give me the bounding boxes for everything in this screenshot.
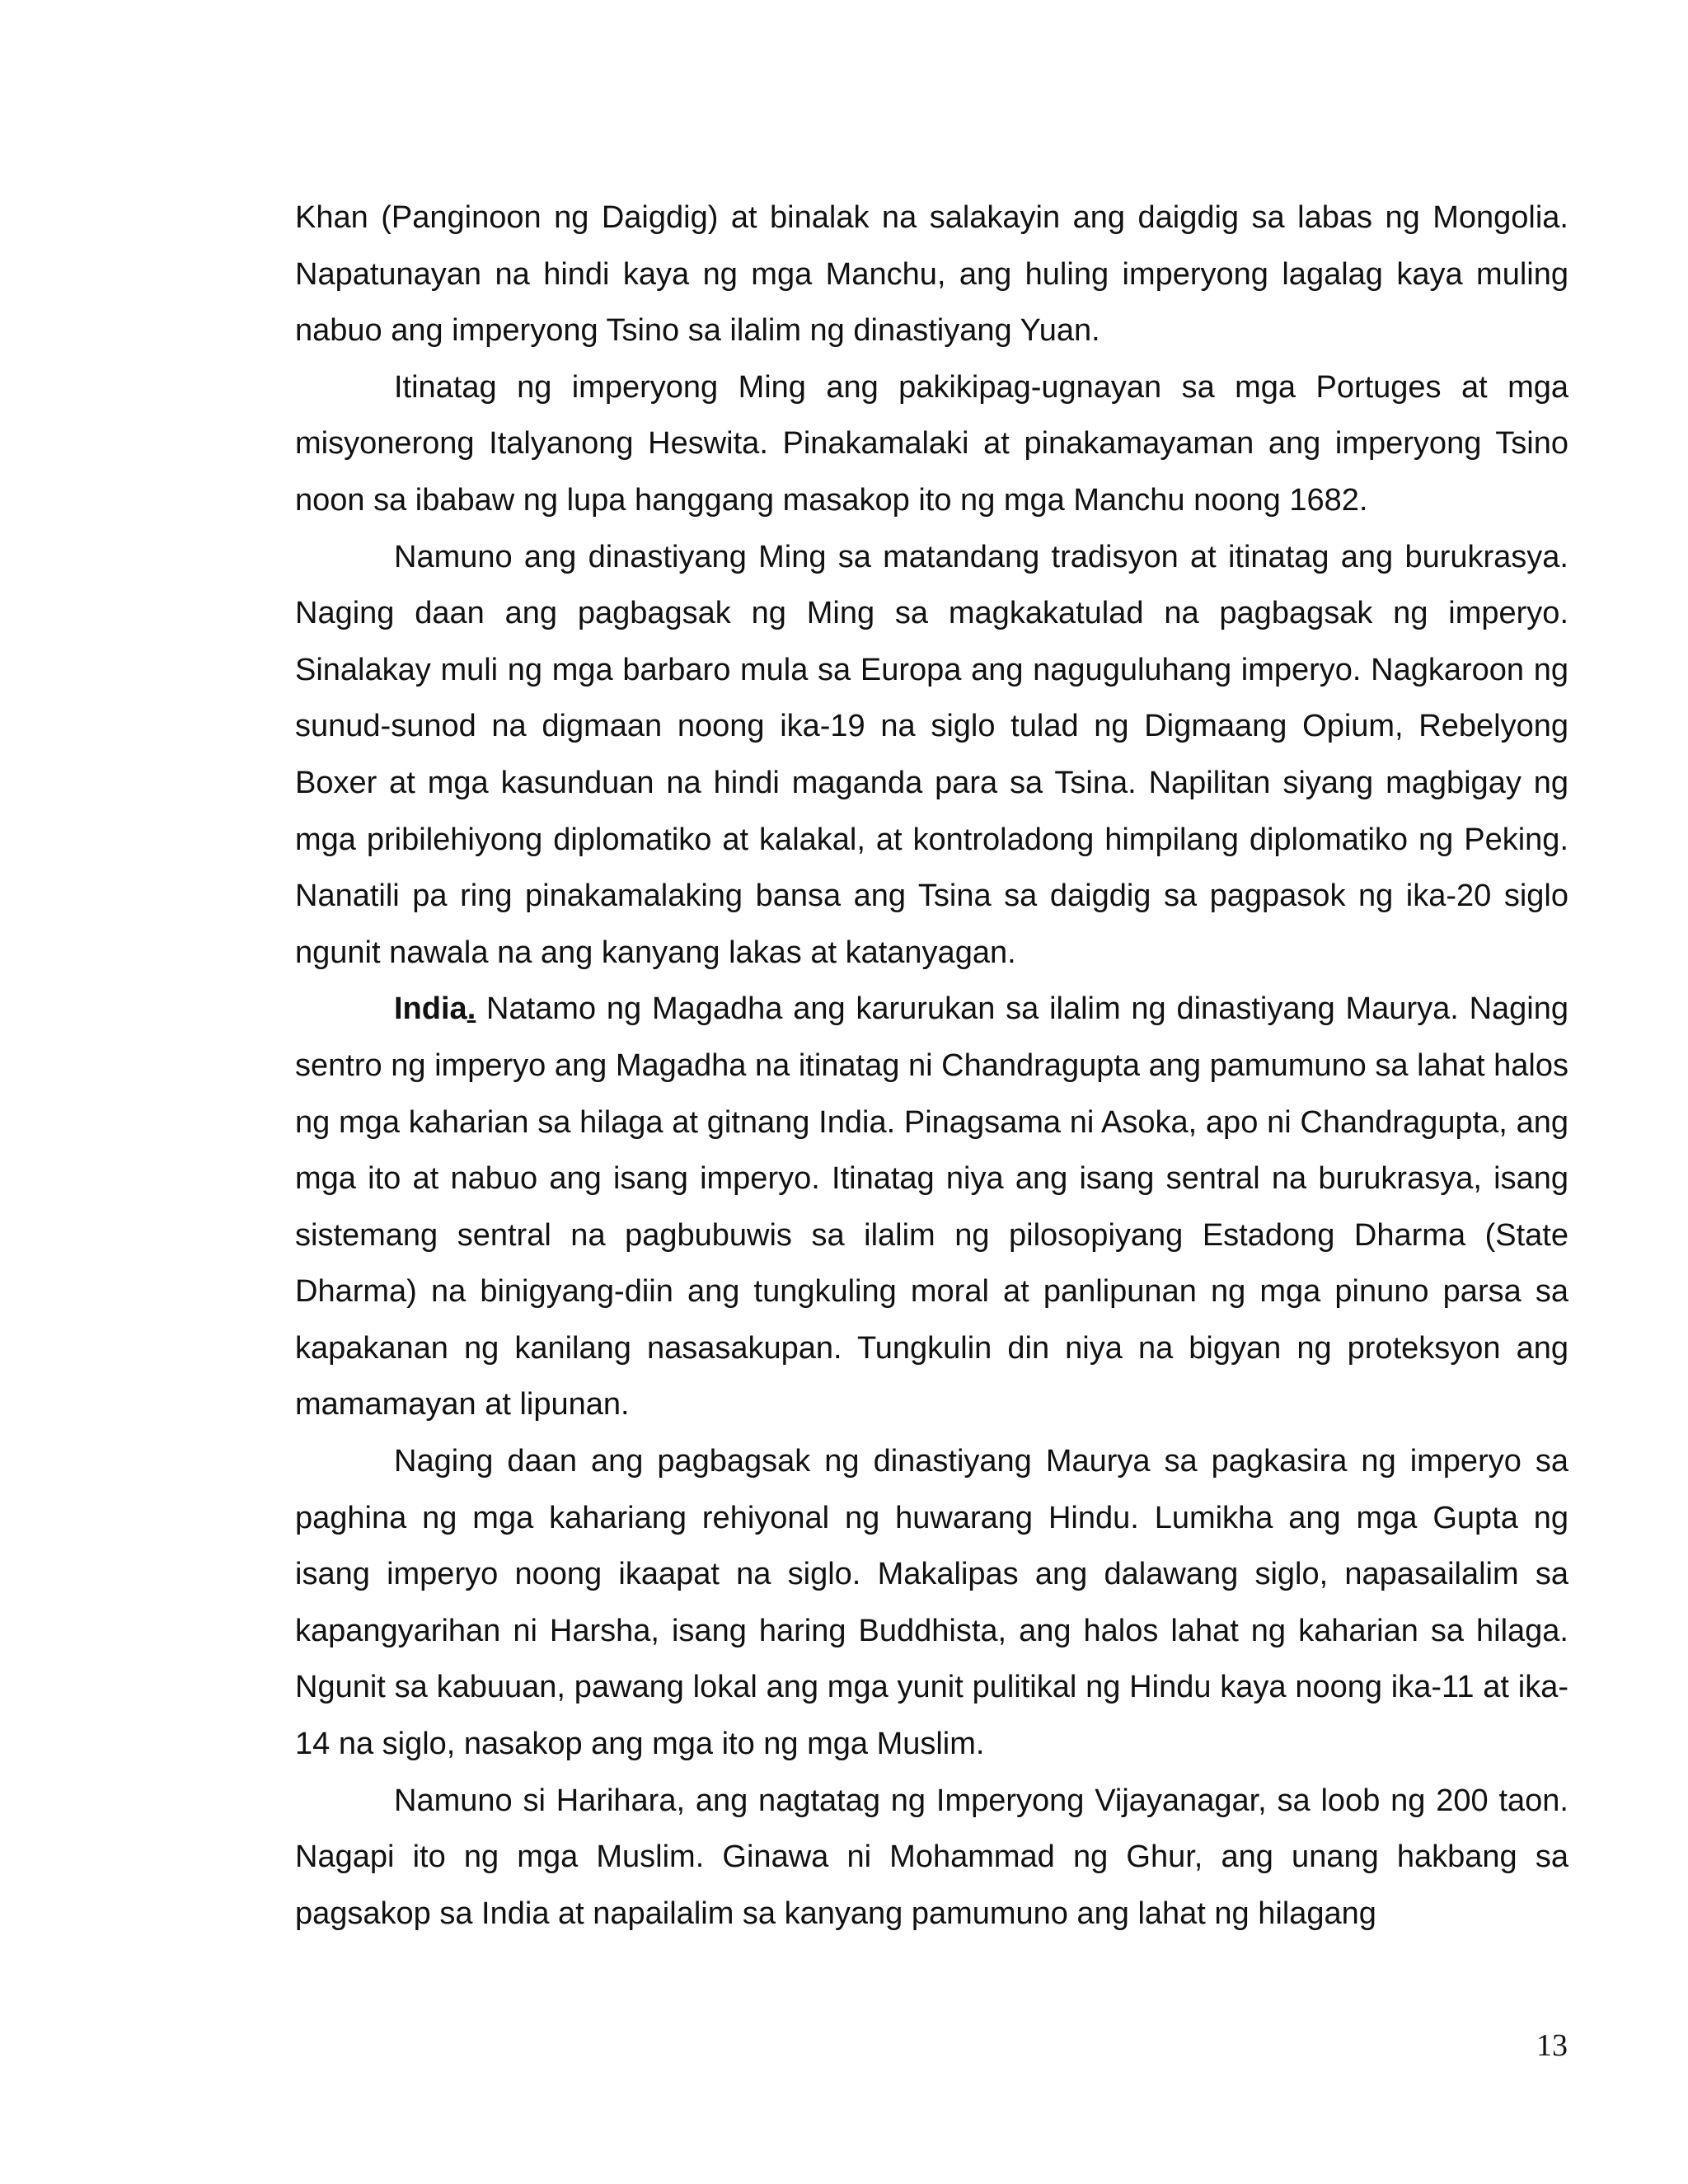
- paragraph-text: Namuno ang dinastiyang Ming sa matandang tradisyon at itinatag ang burukrasya. Naging daan ang pagbagsak ng Ming sa magkakatulad na pagbagsak ng imperyo. Sinalakay muli ng mga barbaro mula sa Europa ang naguguluhang imperyo. Nagkaroon ng sunud-sunod na digmaan noong ika-19 na siglo tulad ng Digmaang Opium, Rebelyong Boxer at mga kasunduan na hindi maganda para sa Tsina. Napilitan siyang magbigay ng mga pribilehiyong diplomatiko at kalakal, at kontroladong himpilang diplomatiko ng Peking. Nanatili pa ring pinakamalaking bansa ang Tsina sa daigdig sa pagpasok ng ika-20 siglo ngunit nawala na ang kanyang lakas at katanyagan.: [295, 539, 1568, 970]
- paragraph-ming-decline: [295, 529, 1568, 982]
- paragraph-text: Itinatag ng imperyong Ming ang pakikipag-ugnayan sa mga Portuges at mga misyonerong Italyanong Heswita. Pinakamalaki at pinakamayaman ang imperyong Tsino noon sa ibabaw ng lupa hanggang masakop ito ng mga Manchu noong 1682.: [295, 369, 1568, 518]
- paragraph-text: Khan (Panginoon ng Daigdig) at binalak na salakayin ang daigdig sa labas ng Mongolia. Napatunayan na hindi kaya ng mga Manchu, ang huling imperyong lagalag kaya muling nabuo ang imperyong Tsino sa ilalim ng dinastiyang Yuan.: [295, 200, 1568, 349]
- paragraph-maurya-decline: [295, 1433, 1568, 1773]
- paragraph-india-maurya: [295, 981, 1568, 1433]
- section-heading-text: India: [394, 991, 467, 1027]
- paragraph-text: Namuno si Harihara, ang nagtatag ng Imperyong Vijayanagar, sa loob ng 200 taon. Nagapi ito ng mga Muslim. Ginawa ni Mohammad ng Ghur, ang unang hakbang sa pagsakop sa India at napailalim sa kanyang pamumuno ang lahat ng hilagang: [295, 1783, 1568, 1931]
- paragraph-ming-contacts: [295, 359, 1568, 529]
- paragraph-vijayanagar: [295, 1773, 1568, 1943]
- section-heading-india: [394, 991, 476, 1026]
- paragraph-text: Naging daan ang pagbagsak ng dinastiyang Maurya sa pagkasira ng imperyo sa paghina ng mga kahariang rehiyonal ng huwarang Hindu. Lumikha ang mga Gupta ng isang imperyo noong ikaapat na siglo. Makalipas ang dalawang siglo, napasailalim sa kapangyarihan ni Harsha, isang haring Buddhista, ang halos lahat ng kaharian sa hilaga. Ngunit sa kabuuan, pawang lokal ang mga yunit pulitikal ng Hindu kaya noong ika-11 at ika-14 na siglo, nasakop ang mga ito ng mga Muslim.: [295, 1444, 1568, 1762]
- body-text: [295, 190, 1568, 1942]
- section-heading-period: .: [467, 991, 476, 1027]
- page-number: 13: [1536, 2028, 1568, 2063]
- paragraph-text: Natamo ng Magadha ang karurukan sa ilalim ng dinastiyang Maurya. Naging sentro ng imperyo ang Magadha na itinatag ni Chandragupta ang pamumuno sa lahat halos ng mga kaharian sa hilaga at gitnang India. Pinagsama ni Asoka, apo ni Chandragupta, ang mga ito at nabuo ang isang imperyo. Itinatag niya ang isang sentral na burukrasya, isang sistemang sentral na pagbubuwis sa ilalim ng pilosopiyang Estadong Dharma (State Dharma) na binigyang-diin ang tungkuling moral at panlipunan ng mga pinuno parsa sa kapakanan ng kanilang nasasakupan. Tungkulin din niya na bigyan ng proteksyon ang mamamayan at lipunan.: [295, 991, 1568, 1422]
- paragraph-mongol-yuan: [295, 190, 1568, 359]
